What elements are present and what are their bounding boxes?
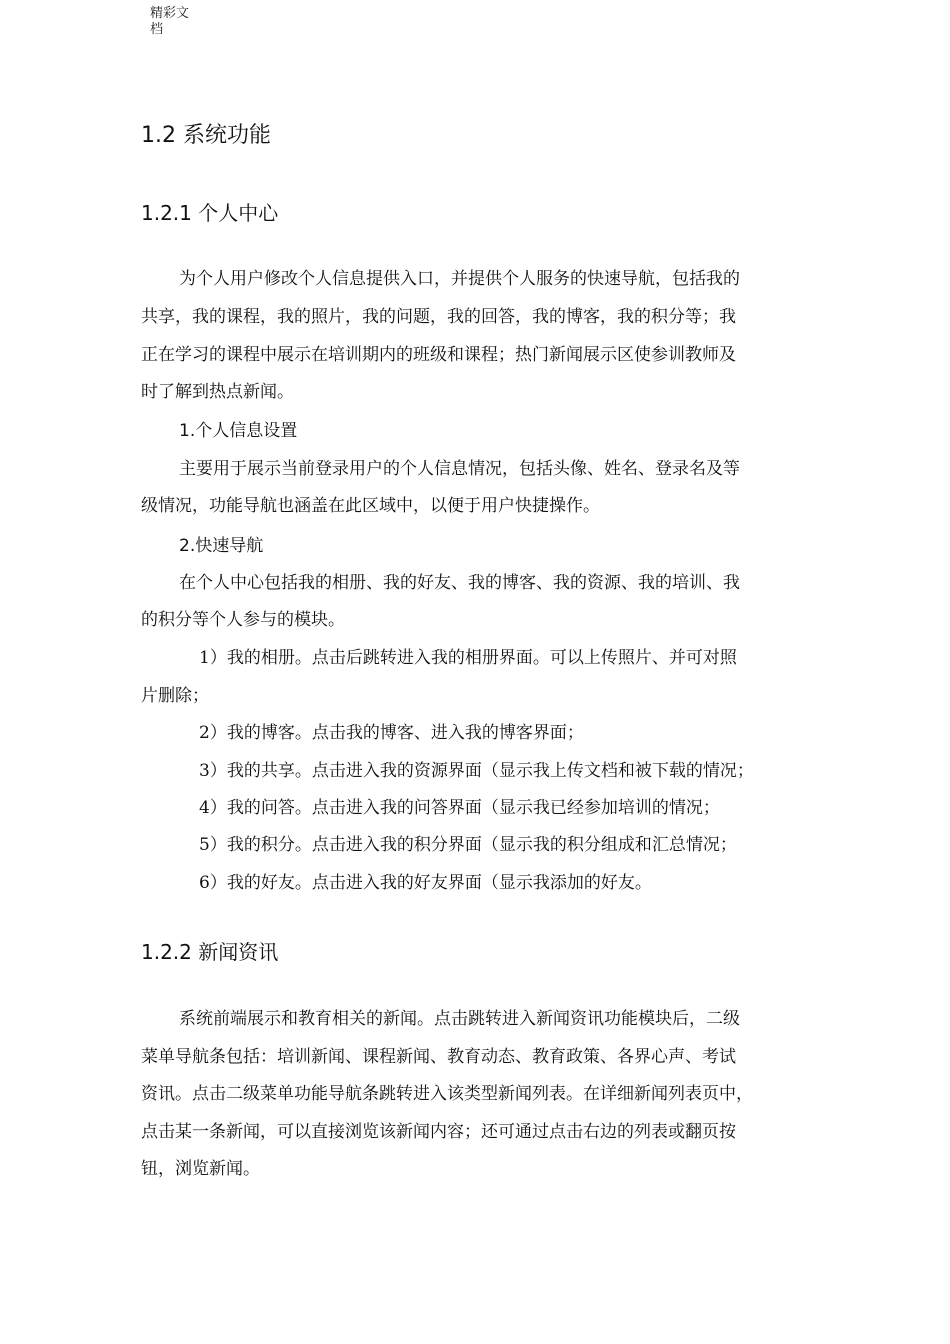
paragraph-line: 的积分等个人参与的模块。 <box>141 610 345 630</box>
paragraph-line: 正在学习的课程中展示在培训期内的班级和课程；热门新闻展示区使参训教师及 <box>141 345 736 365</box>
list-item: 4）我的问答。点击进入我的问答界面（显示我已经参加培训的情况； <box>199 798 720 818</box>
paragraph-line: 时了解到热点新闻。 <box>141 382 294 402</box>
section-heading-1-2-1: 1.2.1 个人中心 <box>141 201 279 225</box>
list-item: 5）我的积分。点击进入我的积分界面（显示我的积分组成和汇总情况； <box>199 835 737 855</box>
header-watermark-line1: 精彩文 <box>150 6 190 21</box>
paragraph-line: 钮，浏览新闻。 <box>141 1159 260 1179</box>
paragraph-line: 级情况，功能导航也涵盖在此区域中，以便于用户快捷操作。 <box>141 496 600 516</box>
header-watermark-line2: 档 <box>150 22 164 37</box>
list-item: 3）我的共享。点击进入我的资源界面（显示我上传文档和被下载的情况； <box>199 761 754 781</box>
list-item: 6）我的好友。点击进入我的好友界面（显示我添加的好友。 <box>199 873 652 893</box>
paragraph-line: 点击某一条新闻，可以直接浏览该新闻内容；还可通过点击右边的列表或翻页按 <box>141 1122 736 1142</box>
paragraph-line: 为个人用户修改个人信息提供入口，并提供个人服务的快速导航，包括我的 <box>179 269 740 289</box>
list-item-continuation: 片删除； <box>141 686 209 706</box>
paragraph-line: 在个人中心包括我的相册、我的好友、我的博客、我的资源、我的培训、我 <box>179 573 740 593</box>
paragraph-line: 系统前端展示和教育相关的新闻。点击跳转进入新闻资讯功能模块后，二级 <box>179 1009 740 1029</box>
paragraph-line: 菜单导航条包括：培训新闻、课程新闻、教育动态、教育政策、各界心声、考试 <box>141 1047 736 1067</box>
section-heading-1-2: 1.2 系统功能 <box>141 123 271 148</box>
subheading-quick-nav: 2.快速导航 <box>179 536 264 556</box>
paragraph-line: 主要用于展示当前登录用户的个人信息情况，包括头像、姓名、登录名及等 <box>179 459 740 479</box>
list-item: 1）我的相册。点击后跳转进入我的相册界面。可以上传照片、并可对照 <box>199 648 737 668</box>
paragraph-line: 资讯。点击二级菜单功能导航条跳转进入该类型新闻列表。在详细新闻列表页中， <box>141 1084 753 1104</box>
section-heading-1-2-2: 1.2.2 新闻资讯 <box>141 940 279 964</box>
subheading-personal-info: 1.个人信息设置 <box>179 421 298 441</box>
header-watermark <box>150 6 210 38</box>
paragraph-line: 共享，我的课程，我的照片，我的问题，我的回答，我的博客，我的积分等；我 <box>141 307 736 327</box>
list-item: 2）我的博客。点击我的博客、进入我的博客界面； <box>199 723 584 743</box>
